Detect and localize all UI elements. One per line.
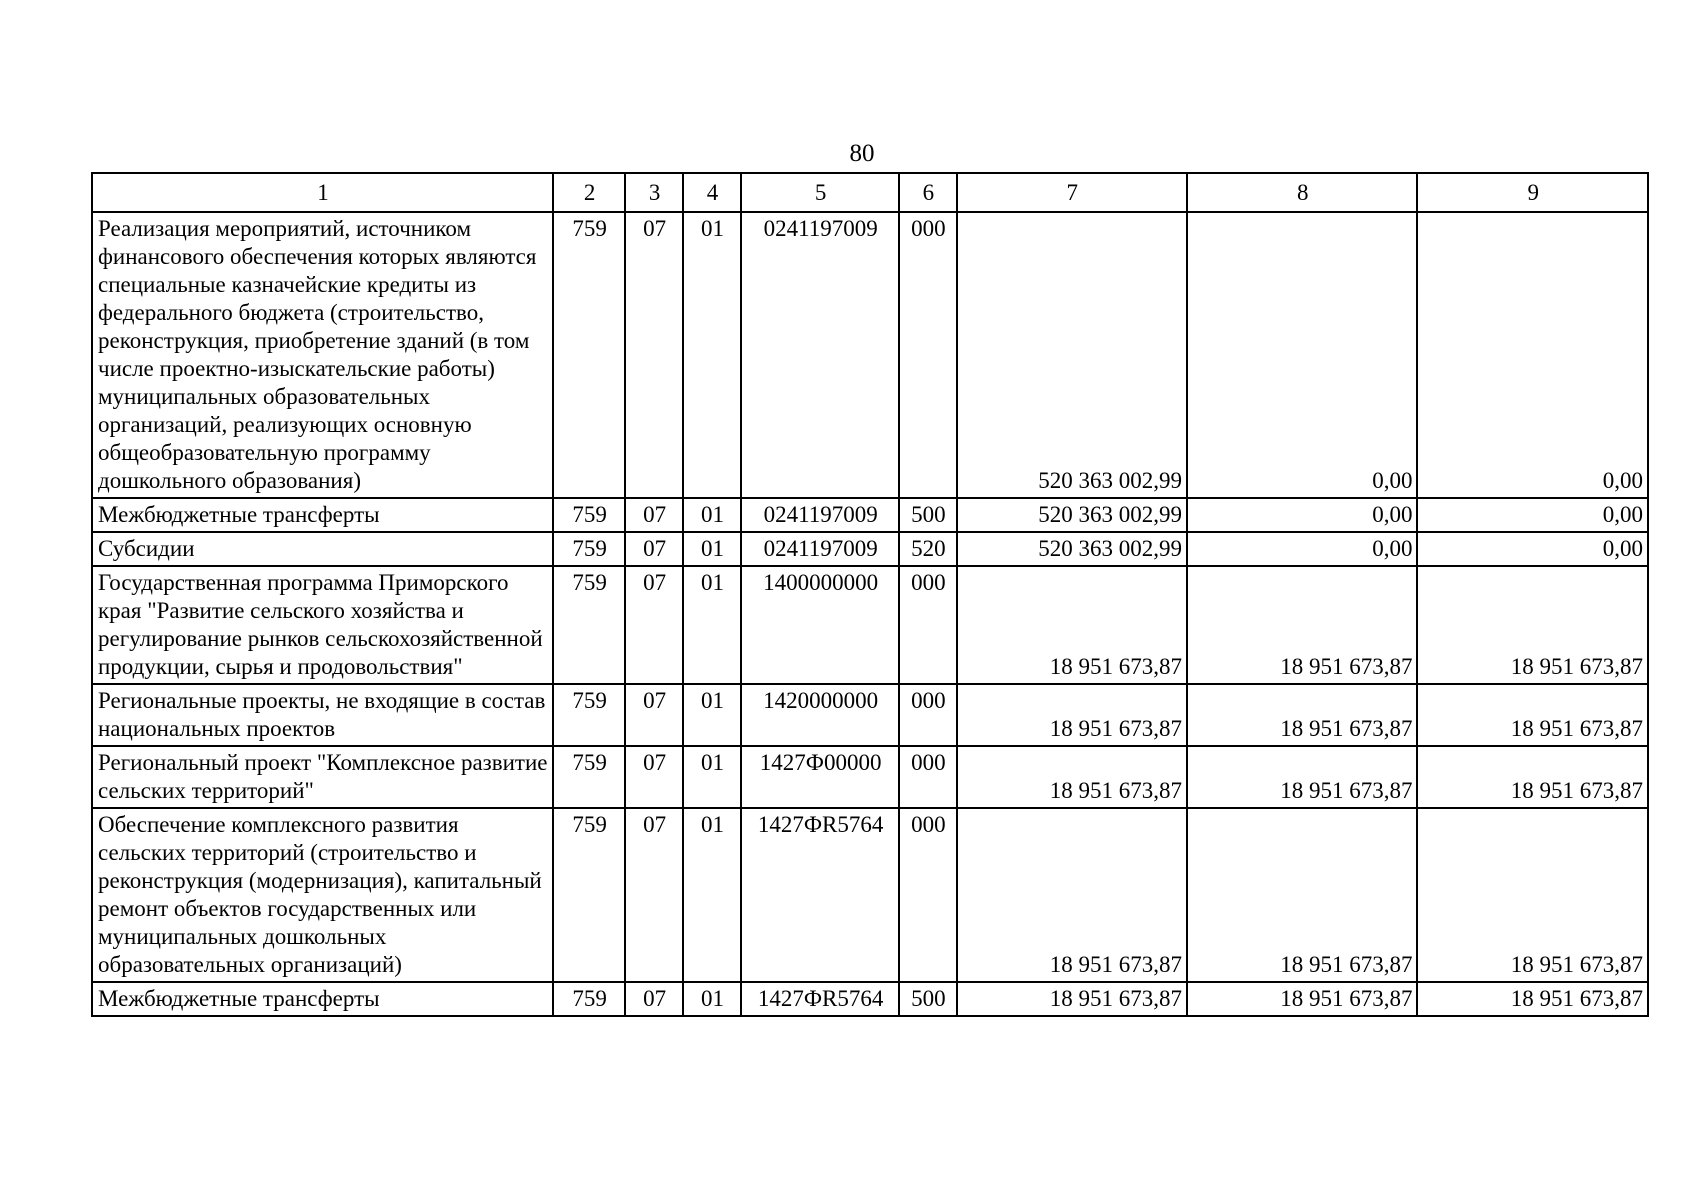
code-col-2: 759 bbox=[553, 982, 625, 1016]
row-name: Реализация мероприятий, источником финансового обеспечения которых являются специальные казначейские кредиты из федерального бюджета (строительство, реконструкция, приобретение зданий (в том числе проектно-изыскательские работы) муниципальных образовательных организаций, реализующих основную общеобразовательную программу дошкольного образования) bbox=[92, 212, 553, 498]
amount-col-8: 18 951 673,87 bbox=[1187, 566, 1417, 684]
code-col-3: 07 bbox=[625, 566, 682, 684]
header-row bbox=[92, 173, 1648, 212]
row-name: Межбюджетные трансферты bbox=[92, 498, 553, 532]
code-col-5: 0241197009 bbox=[741, 212, 899, 498]
code-col-6: 000 bbox=[899, 746, 956, 808]
code-col-6: 000 bbox=[899, 808, 956, 982]
amount-col-8: 18 951 673,87 bbox=[1187, 746, 1417, 808]
row-name: Субсидии bbox=[92, 532, 553, 566]
row-name: Межбюджетные трансферты bbox=[92, 982, 553, 1016]
table-row bbox=[92, 684, 1648, 746]
code-col-5: 1420000000 bbox=[741, 684, 899, 746]
code-col-4: 01 bbox=[683, 532, 741, 566]
amount-col-7: 18 951 673,87 bbox=[957, 808, 1187, 982]
page-number: 80 bbox=[849, 140, 875, 167]
amount-col-7: 18 951 673,87 bbox=[957, 684, 1187, 746]
budget-table bbox=[91, 172, 1649, 1017]
code-col-4: 01 bbox=[683, 566, 741, 684]
amount-col-7: 18 951 673,87 bbox=[957, 982, 1187, 1016]
code-col-5: 0241197009 bbox=[741, 498, 899, 532]
code-col-6: 500 bbox=[899, 498, 956, 532]
table-body bbox=[92, 212, 1648, 1016]
row-name: Региональный проект "Комплексное развитие сельских территорий" bbox=[92, 746, 553, 808]
code-col-3: 07 bbox=[625, 212, 682, 498]
amount-col-7: 18 951 673,87 bbox=[957, 566, 1187, 684]
code-col-6: 000 bbox=[899, 212, 956, 498]
amount-col-8: 18 951 673,87 bbox=[1187, 808, 1417, 982]
amount-col-7: 520 363 002,99 bbox=[957, 498, 1187, 532]
table-row bbox=[92, 566, 1648, 684]
column-header-6: 6 bbox=[899, 173, 956, 212]
column-header-1: 1 bbox=[92, 173, 553, 212]
amount-col-9: 0,00 bbox=[1417, 498, 1648, 532]
code-col-5: 1400000000 bbox=[741, 566, 899, 684]
code-col-3: 07 bbox=[625, 684, 682, 746]
amount-col-9: 0,00 bbox=[1417, 532, 1648, 566]
code-col-3: 07 bbox=[625, 498, 682, 532]
code-col-2: 759 bbox=[553, 212, 625, 498]
amount-col-8: 0,00 bbox=[1187, 498, 1417, 532]
code-col-2: 759 bbox=[553, 532, 625, 566]
code-col-4: 01 bbox=[683, 982, 741, 1016]
table-row bbox=[92, 746, 1648, 808]
amount-col-8: 0,00 bbox=[1187, 212, 1417, 498]
code-col-3: 07 bbox=[625, 532, 682, 566]
amount-col-8: 18 951 673,87 bbox=[1187, 982, 1417, 1016]
code-col-6: 520 bbox=[899, 532, 956, 566]
row-name: Обеспечение комплексного развития сельских территорий (строительство и реконструкция (модернизация), капитальный ремонт объектов государственных или муниципальных дошкольных образовательных организаций) bbox=[92, 808, 553, 982]
amount-col-9: 18 951 673,87 bbox=[1417, 808, 1648, 982]
column-header-8: 8 bbox=[1187, 173, 1417, 212]
table-row bbox=[92, 532, 1648, 566]
code-col-4: 01 bbox=[683, 498, 741, 532]
amount-col-7: 520 363 002,99 bbox=[957, 532, 1187, 566]
amount-col-9: 18 951 673,87 bbox=[1417, 746, 1648, 808]
code-col-4: 01 bbox=[683, 746, 741, 808]
amount-col-9: 18 951 673,87 bbox=[1417, 684, 1648, 746]
amount-col-9: 18 951 673,87 bbox=[1417, 566, 1648, 684]
table-row bbox=[92, 498, 1648, 532]
amount-col-7: 520 363 002,99 bbox=[957, 212, 1187, 498]
code-col-4: 01 bbox=[683, 684, 741, 746]
code-col-2: 759 bbox=[553, 498, 625, 532]
code-col-4: 01 bbox=[683, 808, 741, 982]
row-name: Государственная программа Приморского края "Развитие сельского хозяйства и регулирование рынков сельскохозяйственной продукции, сырья и продовольствия" bbox=[92, 566, 553, 684]
table-row bbox=[92, 808, 1648, 982]
code-col-6: 000 bbox=[899, 684, 956, 746]
column-header-2: 2 bbox=[553, 173, 625, 212]
code-col-5: 1427Ф00000 bbox=[741, 746, 899, 808]
code-col-3: 07 bbox=[625, 982, 682, 1016]
code-col-2: 759 bbox=[553, 746, 625, 808]
code-col-5: 1427ФR5764 bbox=[741, 808, 899, 982]
amount-col-7: 18 951 673,87 bbox=[957, 746, 1187, 808]
table-header bbox=[92, 173, 1648, 212]
code-col-3: 07 bbox=[625, 808, 682, 982]
amount-col-8: 18 951 673,87 bbox=[1187, 684, 1417, 746]
code-col-6: 500 bbox=[899, 982, 956, 1016]
column-header-7: 7 bbox=[957, 173, 1187, 212]
row-name: Региональные проекты, не входящие в состав национальных проектов bbox=[92, 684, 553, 746]
code-col-3: 07 bbox=[625, 746, 682, 808]
code-col-2: 759 bbox=[553, 808, 625, 982]
code-col-2: 759 bbox=[553, 566, 625, 684]
amount-col-8: 0,00 bbox=[1187, 532, 1417, 566]
column-header-5: 5 bbox=[741, 173, 899, 212]
table-row bbox=[92, 982, 1648, 1016]
code-col-2: 759 bbox=[553, 684, 625, 746]
code-col-5: 1427ФR5764 bbox=[741, 982, 899, 1016]
code-col-5: 0241197009 bbox=[741, 532, 899, 566]
amount-col-9: 0,00 bbox=[1417, 212, 1648, 498]
column-header-3: 3 bbox=[625, 173, 682, 212]
table-row bbox=[92, 212, 1648, 498]
column-header-4: 4 bbox=[683, 173, 741, 212]
code-col-4: 01 bbox=[683, 212, 741, 498]
code-col-6: 000 bbox=[899, 566, 956, 684]
amount-col-9: 18 951 673,87 bbox=[1417, 982, 1648, 1016]
column-header-9: 9 bbox=[1417, 173, 1648, 212]
